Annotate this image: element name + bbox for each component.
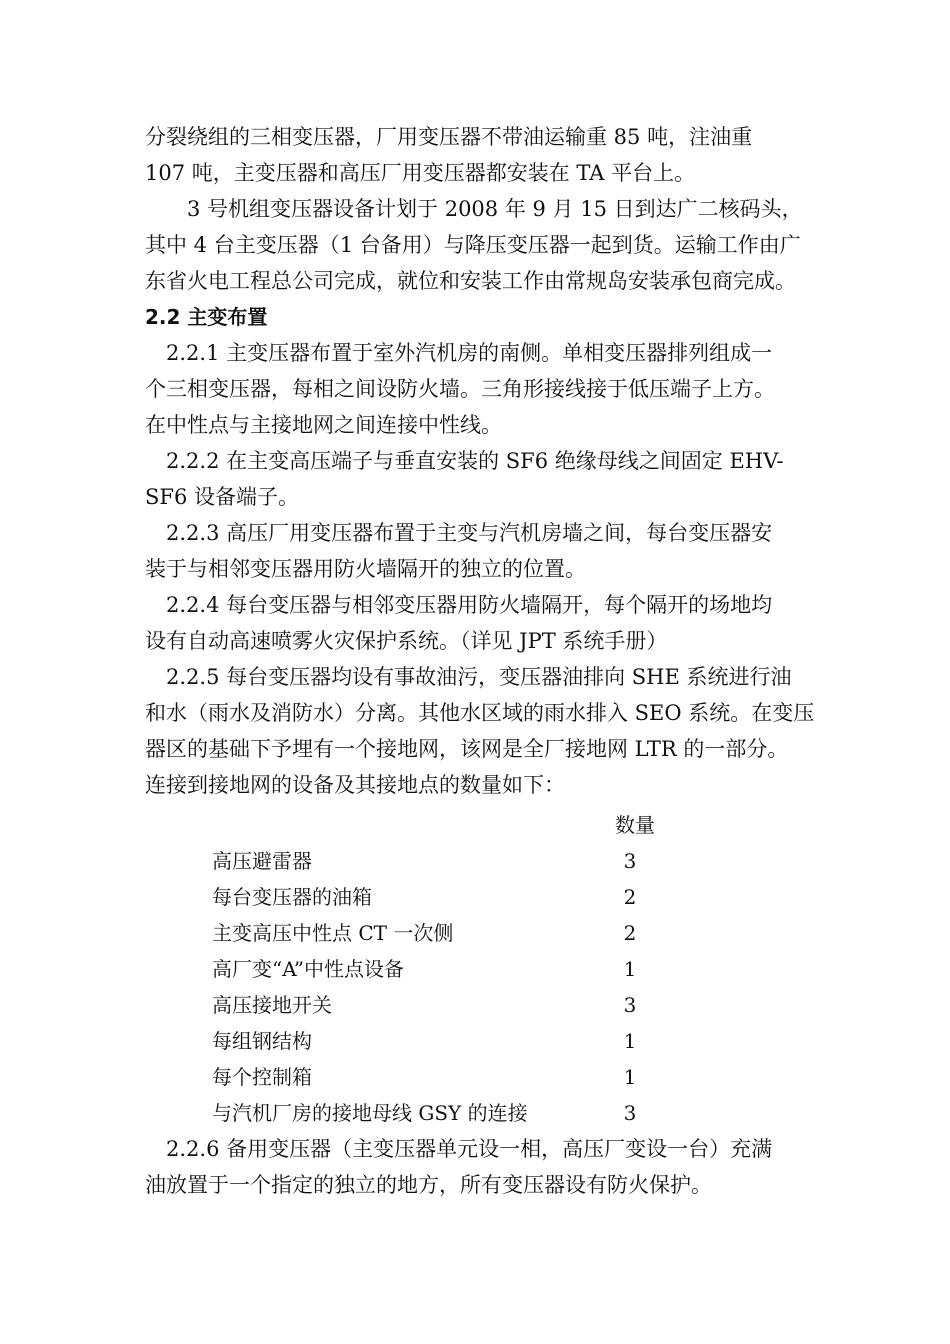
para-2-2-5-line-2: 和水（雨水及消防水）分离。其他水区域的雨水排入 SEO 系统。在变压 <box>145 701 815 725</box>
para-2-2-3-line-2: 装于与相邻变压器用防火墙隔开的独立的位置。 <box>145 557 586 581</box>
row-item: 每台变压器的油箱 <box>212 885 372 909</box>
row-item: 与汽机厂房的接地母线 GSY 的连接 <box>212 1101 528 1125</box>
para-2-2-1-line-3: 在中性点与主接地网之间连接中性线。 <box>145 413 502 437</box>
para-2-2-4-line-1: 2.2.4 每台变压器与相邻变压器用防火墙隔开，每个隔开的场地均 <box>145 593 773 617</box>
para-2-2-1-line-2: 个三相变压器，每相之间设防火墙。三角形接线接于低压端子上方。 <box>145 377 775 401</box>
row-qty: 1 <box>623 1065 637 1089</box>
section-heading: 2.2 主变布置 <box>145 305 268 329</box>
row-qty: 2 <box>623 885 637 909</box>
para-2-2-6-line-1: 2.2.6 备用变压器（主变压器单元设一相，高压厂变设一台）充满 <box>145 1137 773 1161</box>
row-qty: 2 <box>623 921 637 945</box>
row-qty: 3 <box>623 1101 637 1125</box>
para-2-2-5-line-1: 2.2.5 每台变压器均设有事故油污，变压器油排向 SHE 系统进行油 <box>145 665 792 689</box>
row-item: 高厂变“A”中性点设备 <box>212 957 404 981</box>
row-item: 主变高压中性点 CT 一次侧 <box>212 921 454 945</box>
para-2-2-5-line-4: 连接到接地网的设备及其接地点的数量如下： <box>145 773 565 797</box>
para-2-2-2-line-2: SF6 设备端子。 <box>145 485 299 509</box>
intro-line-5: 东省火电工程总公司完成，就位和安装工作由常规岛安装承包商完成。 <box>145 269 796 293</box>
row-qty: 3 <box>623 849 637 873</box>
para-2-2-4-line-2: 设有自动高速喷雾火灾保护系统。（详见 JPT 系统手册） <box>145 629 668 653</box>
row-qty: 3 <box>623 993 637 1017</box>
intro-line-3: 3 号机组变压器设备计划于 2008 年 9 月 15 日到达广二核码头， <box>145 197 803 221</box>
intro-line-2: 107 吨，主变压器和高压厂用变压器都安装在 TA 平台上。 <box>145 161 696 185</box>
quantity-column-header: 数量 <box>615 813 655 837</box>
row-item: 每组钢结构 <box>212 1029 312 1053</box>
row-item: 每个控制箱 <box>212 1065 312 1089</box>
para-2-2-5-line-3: 器区的基础下予埋有一个接地网，该网是全厂接地网 LTR 的一部分。 <box>145 737 789 761</box>
intro-line-1: 分裂绕组的三相变压器，厂用变压器不带油运输重 85 吨，注油重 <box>145 125 753 149</box>
intro-line-4: 其中 4 台主变压器（1 台备用）与降压变压器一起到货。运输工作由广 <box>145 233 801 257</box>
para-2-2-1-line-1: 2.2.1 主变压器布置于室外汽机房的南侧。单相变压器排列组成一 <box>145 341 773 365</box>
row-item: 高压接地开关 <box>212 993 332 1017</box>
row-qty: 1 <box>623 957 637 981</box>
row-qty: 1 <box>623 1029 637 1053</box>
para-2-2-3-line-1: 2.2.3 高压厂用变压器布置于主变与汽机房墙之间，每台变压器安 <box>145 521 773 545</box>
row-item: 高压避雷器 <box>212 849 312 873</box>
para-2-2-2-line-1: 2.2.2 在主变高压端子与垂直安装的 SF6 绝缘母线之间固定 EHV- <box>145 449 784 473</box>
para-2-2-6-line-2: 油放置于一个指定的独立的地方，所有变压器设有防火保护。 <box>145 1173 712 1197</box>
